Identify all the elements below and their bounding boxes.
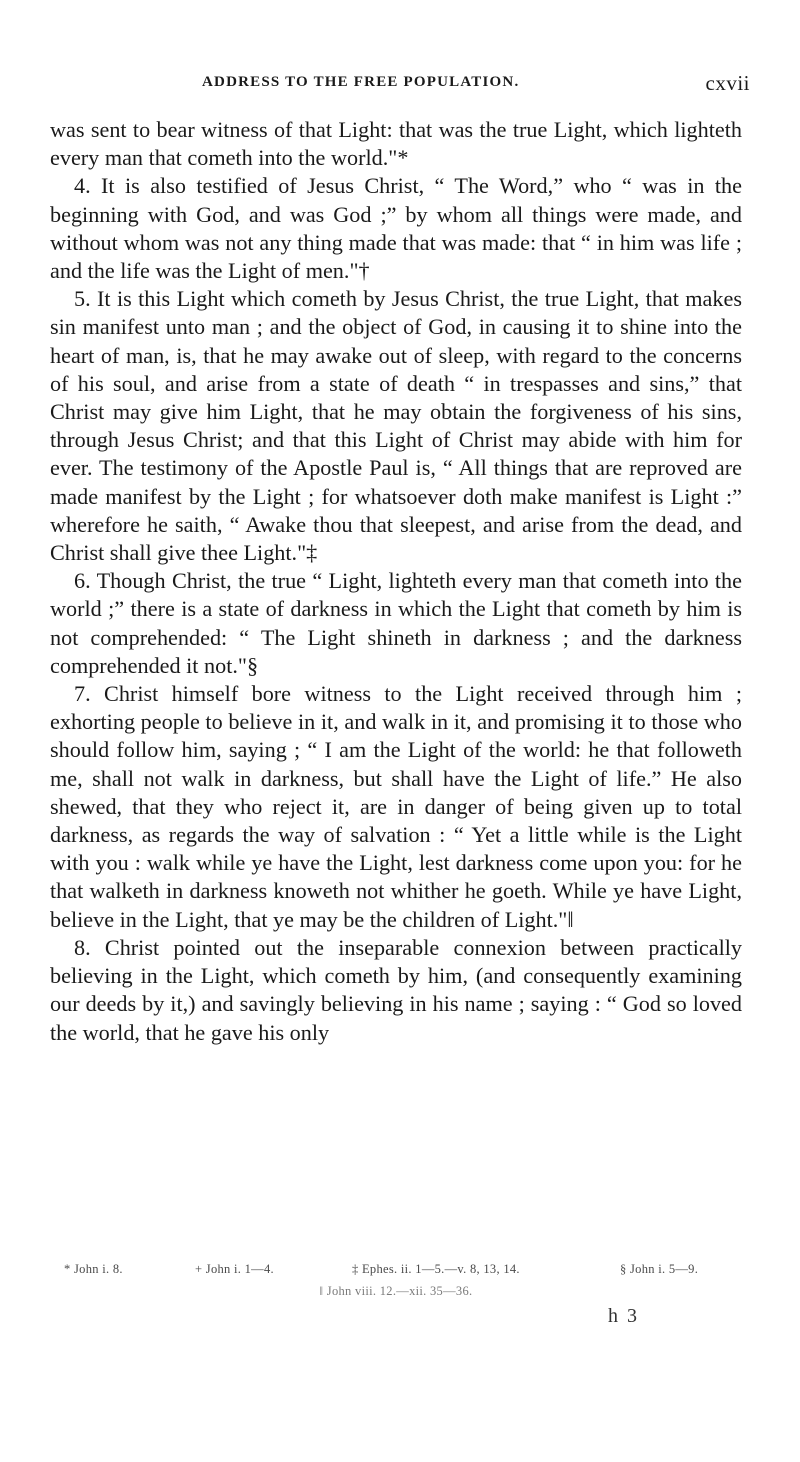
footnote-2: + John i. 1—4. bbox=[195, 1262, 274, 1276]
footnote-row bbox=[50, 1284, 742, 1306]
running-title: ADDRESS TO THE FREE POPULATION. bbox=[202, 74, 520, 90]
paragraph-7: 7. Christ himself bore witness to the Light received through him ; exhorting people to believe in it, and walk in it, and promising it to those who should follow him, saying ; “ I am the Light of the world: he that followeth me, shall not walk in darkness, but shall have the Light of life.” He also shewed, that they who reject it, are in danger of being given up to total darkness, as regards the way of salvation : “ Yet a little while is the Light with you : walk while ye have the Light, lest darkness come upon you: for he that walketh in darkness knoweth not whither he goeth. While ye have Light, believe in the Light, that ye may be the children of Light."‖ bbox=[50, 681, 742, 932]
paragraph-8: 8. Christ pointed out the inseparable connexion between practically believing in the Light, which cometh by him, (and consequently examining our deeds by it,) and savingly believing in his name ; saying : “ God so loved the world, that he gave his only bbox=[50, 934, 742, 1045]
footnote-5: ‖ John viii. 12.—xii. 35—36. bbox=[319, 1284, 473, 1298]
body-text bbox=[50, 116, 742, 1047]
signature-mark: h 3 bbox=[608, 1305, 639, 1327]
page-header bbox=[50, 71, 750, 104]
footnotes bbox=[50, 1262, 742, 1306]
paragraph-4: 4. It is also testified of Jesus Christ, “ The Word,” who “ was in the beginning with God, and was God ;” by whom all things were made, and without whom was not any thing made that was made: that “ in him was life ; and the life was the Light of men."† bbox=[50, 173, 742, 284]
paragraph-continuation: was sent to bear witness of that Light: that was the true Light, which lighteth every man that cometh into the world."* bbox=[50, 117, 742, 171]
footnote-3: ‡ Ephes. ii. 1—5.—v. 8, 13, 14. bbox=[352, 1262, 520, 1276]
footnote-1: * John i. 8. bbox=[64, 1262, 123, 1276]
paragraph-6: 6. Though Christ, the true “ Light, lighteth every man that cometh into the world ;” there is a state of darkness in which the Light that cometh by him is not comprehended: “ The Light shineth in darkness ; and the darkness comprehended it not."§ bbox=[50, 568, 742, 678]
footnote-4: § John i. 5—9. bbox=[620, 1262, 699, 1276]
footnote-row bbox=[50, 1262, 742, 1284]
page-number: cxvii bbox=[705, 71, 750, 95]
paragraph-5: 5. It is this Light which cometh by Jesus Christ, the true Light, that makes sin manifest unto man ; and the object of God, in causing it to shine into the heart of man, is, that he may awake out of sleep, with regard to the concerns of his soul, and arise from a state of death “ in trespasses and sins,” that Christ may give him Light, that he may obtain the forgiveness of his sins, through Jesus Christ; and that this Light of Christ may abide with him for ever. The testimony of the Apostle Paul is, “ All things that are reproved are made manifest by the Light ; for whatsoever doth make manifest is Light :” wherefore he saith, “ Awake thou that sleepest, and arise from the dead, and Christ shall give thee Light."‡ bbox=[50, 286, 742, 566]
